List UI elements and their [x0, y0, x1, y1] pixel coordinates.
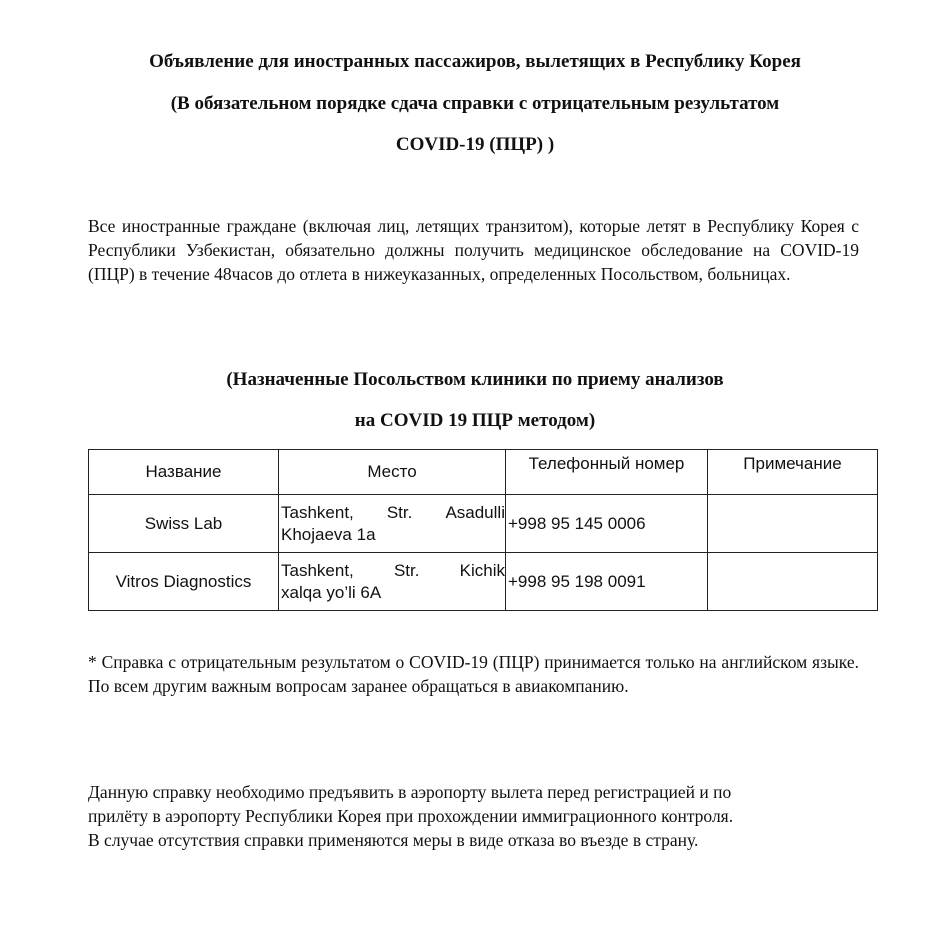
table-row — [89, 495, 878, 553]
final-line: прилёту в аэропорту Республики Корея при прохождении иммиграционного контроля. — [88, 806, 734, 826]
final-line: В случае отсутствия справки применяются меры в виде отказа во въезде в страну. — [88, 830, 699, 850]
address-word: Asadulli — [445, 502, 505, 522]
address-word: Str. — [393, 560, 420, 580]
address-word: Kichik — [459, 560, 505, 580]
section-title: (Назначенные Посольством клиники по приему анализов — [226, 369, 724, 390]
clinic-phone: +998 95 145 0006 — [506, 495, 708, 553]
address-line-2: Khojaeva 1a — [281, 524, 376, 544]
document-subtitle-cont: COVID-19 (ПЦР) ) — [395, 134, 555, 155]
clinic-name: Vitros Diagnostics — [89, 553, 279, 611]
table-header-row — [89, 450, 878, 495]
clinic-address — [279, 495, 506, 553]
clinic-phone: +998 95 198 0091 — [506, 553, 708, 611]
clinic-note — [708, 495, 878, 553]
table-row — [89, 553, 878, 611]
header-phone: Телефонный номер — [506, 450, 708, 495]
address-line-2: xalqa yo’li 6A — [281, 582, 382, 602]
address-word: Tashkent, — [281, 502, 354, 522]
note-paragraph: * Справка с отрицательным результатом о COVID-19 (ПЦР) принимается только на английском языке. По всем другим важным вопросам заранее обращаться в авиакомпанию. — [88, 652, 859, 696]
document-subtitle: (В обязательном порядке сдача справки с отрицательным результатом — [170, 93, 780, 114]
section-title-cont: на COVID 19 ПЦР методом) — [354, 410, 596, 431]
header-name: Название — [89, 450, 279, 495]
clinic-name: Swiss Lab — [89, 495, 279, 553]
address-word: Tashkent, — [281, 560, 354, 580]
header-note: Примечание — [708, 450, 878, 495]
address-word: Str. — [386, 502, 413, 522]
final-paragraph — [88, 780, 859, 852]
clinics-table — [88, 449, 878, 611]
clinic-note — [708, 553, 878, 611]
header-place: Место — [279, 450, 506, 495]
final-line: Данную справку необходимо предъявить в аэропорту вылета перед регистрацией и по — [88, 782, 732, 802]
document-title: Объявление для иностранных пассажиров, вылетящих в Республику Корея — [149, 51, 801, 72]
clinic-address — [279, 553, 506, 611]
intro-paragraph: Все иностранные граждане (включая лиц, летящих транзитом), которые летят в Республику Корея с Республики Узбекистан, обязательно должны получить медицинское обследование на COVID-19 (ПЦР) в течение 48часов до отлета в нижеуказанных, определенных Посольством, больницах. — [88, 216, 859, 284]
